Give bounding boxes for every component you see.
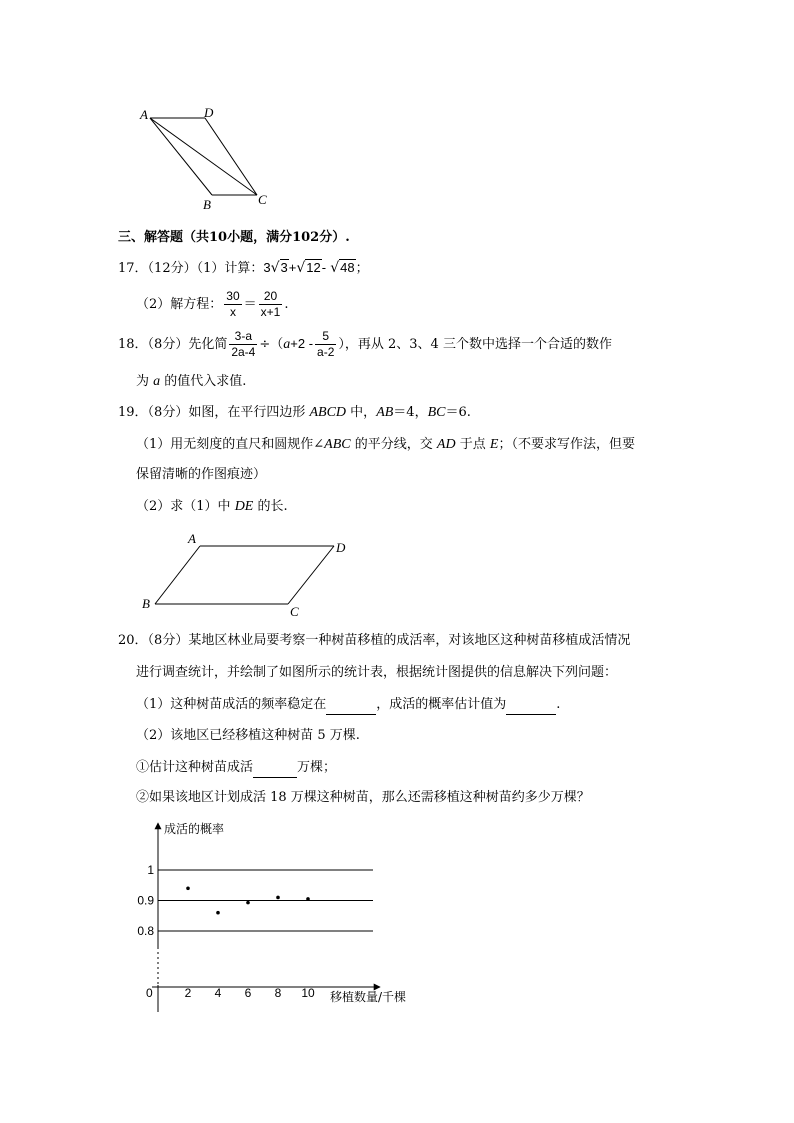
- q20-s1-b: 万棵；: [297, 760, 337, 775]
- q17-rad3: 48: [340, 260, 355, 275]
- q18-div: ÷（: [259, 337, 284, 352]
- q18-head: 18．（8分）先化简: [118, 337, 228, 352]
- grid-lines: [158, 870, 373, 931]
- q20-p2: （2）该地区已经移植这种树苗 5 万棵.: [136, 728, 360, 743]
- q17-end: ；: [355, 261, 369, 276]
- origin-label: 0: [146, 986, 153, 1000]
- y-tick-label: 0.8: [137, 924, 154, 938]
- q19-p2-pre: （2）求（1）中: [136, 499, 231, 514]
- q17-line1: [118, 259, 369, 278]
- q19-p2-de: DE: [234, 499, 254, 514]
- q19-bc: BC: [427, 405, 446, 420]
- q20-p1-c: .: [556, 697, 561, 712]
- x-tick-label: 10: [301, 986, 315, 1000]
- seg-DC: [288, 546, 334, 604]
- q19-abcd: ABCD: [309, 405, 347, 420]
- answer-blank: [253, 759, 297, 778]
- q18-mid: +2 -: [290, 336, 314, 351]
- q17-head: 17．（12分）（1）计算：: [118, 261, 264, 276]
- y-tick-label: 0.9: [137, 893, 154, 908]
- sqrt-icon: √: [296, 260, 306, 276]
- q18-l2-pre: 为: [136, 374, 150, 389]
- q19-p1-ad: AD: [436, 437, 456, 452]
- q17-minus: -: [321, 260, 327, 275]
- q17-frac2: $\frac{20}{x+1}$: [260, 289, 281, 319]
- x-tick-label: 8: [274, 986, 282, 1000]
- x-axis-label: 移植数量/千棵: [330, 990, 407, 1004]
- label-D: D: [336, 540, 346, 555]
- q18-line2: [136, 373, 246, 391]
- q18-line1: [118, 327, 612, 362]
- label-B: B: [142, 596, 150, 611]
- q17-eq-end: .: [284, 297, 289, 312]
- section-title: 三、解答题（共10小题，满分102分）.: [118, 230, 350, 245]
- q19-p1-line2: 保留清晰的作图痕迹）: [136, 467, 267, 482]
- q17-plus: +: [288, 260, 297, 275]
- q19-p1-e: E: [489, 437, 499, 452]
- sqrt-icon: √: [270, 260, 280, 276]
- q18-l2-post: 的值代入求值.: [164, 374, 247, 389]
- y-tick-label: 1: [147, 863, 154, 877]
- q18-frac1: $\frac{3-a}{2a-4}$: [231, 329, 256, 359]
- q18-l2-a: a: [153, 374, 161, 389]
- q20-line2: 进行调查统计，并绘制了如图所示的统计表，根据统计图提供的信息解决下列问题：: [136, 665, 618, 680]
- label-A: A: [188, 531, 196, 546]
- sqrt-icon: √: [330, 260, 340, 276]
- x-tick-label: 6: [244, 986, 252, 1000]
- label-B: B: [203, 197, 211, 212]
- q19-p2-post: 的长.: [257, 499, 288, 514]
- label-C: C: [258, 192, 267, 207]
- q20-p1-a: （1）这种树苗成活的频率稳定在: [136, 697, 327, 712]
- q18-var-a: a: [283, 337, 291, 352]
- q17-rad2: 12: [306, 260, 321, 275]
- q20-s2: ②如果该地区计划成活 18 万棵这种树苗，那么还需移植这种树苗约多少万棵？: [136, 790, 590, 805]
- q20-p1-b: ，成活的概率估计值为: [376, 697, 507, 712]
- q19-p1-abc: ABC: [324, 437, 351, 452]
- data-point: [186, 887, 190, 891]
- figure-parallelogram-mid: [132, 528, 362, 623]
- q19-p1-post: ；（不要求写作法，但要: [498, 437, 635, 452]
- x-tick-labels: [185, 986, 315, 1000]
- q19-eq1: ＝4，: [393, 405, 428, 420]
- q19-mid1: 中，: [350, 405, 377, 420]
- q17-rad1: 3: [280, 260, 288, 275]
- q17-coef: 3: [263, 260, 271, 275]
- data-point: [216, 911, 220, 915]
- seg-AC: [150, 118, 257, 195]
- q20-p1: [136, 696, 560, 715]
- q19-p2: [136, 498, 288, 516]
- data-point: [306, 897, 310, 901]
- x-tick-label: 4: [214, 986, 222, 1000]
- label-D: D: [204, 105, 214, 120]
- q17-line2: [136, 288, 288, 322]
- q18-tail: ），再从 2、3、4 三个数中选择一个合适的数作: [338, 337, 612, 352]
- answer-blank: [506, 696, 556, 715]
- figure-parallelogram-top: [130, 100, 290, 215]
- q17-frac1: $\frac{30}{x}$: [226, 289, 240, 319]
- q19-ab: AB: [376, 405, 394, 420]
- q19-p1-mid: 的平分线，交: [354, 437, 433, 452]
- q20-line1: 20．（8分）某地区林业局要考察一种树苗移植的成活率，对该地区这种树苗移植成活情况: [118, 633, 631, 648]
- y-axis-label: 成活的概率: [164, 822, 225, 836]
- answer-blank: [326, 696, 376, 715]
- label-C: C: [290, 604, 299, 619]
- q19-line1: [118, 404, 471, 422]
- data-point: [246, 901, 250, 905]
- q18-frac2: $\frac{5}{a-2}$: [317, 329, 335, 359]
- q19-p1-pre: （1）用无刻度的直尺和圆规作∠: [136, 437, 325, 452]
- q17-eq: ＝: [243, 297, 257, 312]
- x-tick-label: 2: [184, 986, 192, 1000]
- y-tick-labels: [137, 863, 154, 938]
- q19-p1-mid2: 于点: [459, 437, 486, 452]
- survival-rate-chart: [130, 815, 430, 1015]
- seg-AB: [155, 546, 200, 604]
- q19-eq2: ＝6.: [445, 405, 471, 420]
- seg-DC: [205, 118, 257, 195]
- q19-p1-line1: [136, 436, 635, 454]
- label-A: A: [140, 107, 148, 122]
- data-point: [276, 896, 280, 900]
- q20-s1: [136, 759, 336, 778]
- q17-p2-lead: （2）解方程：: [136, 297, 223, 312]
- q20-s1-a: ①估计这种树苗成活: [136, 760, 254, 775]
- q19-head: 19．（8分）如图，在平行四边形: [118, 405, 306, 420]
